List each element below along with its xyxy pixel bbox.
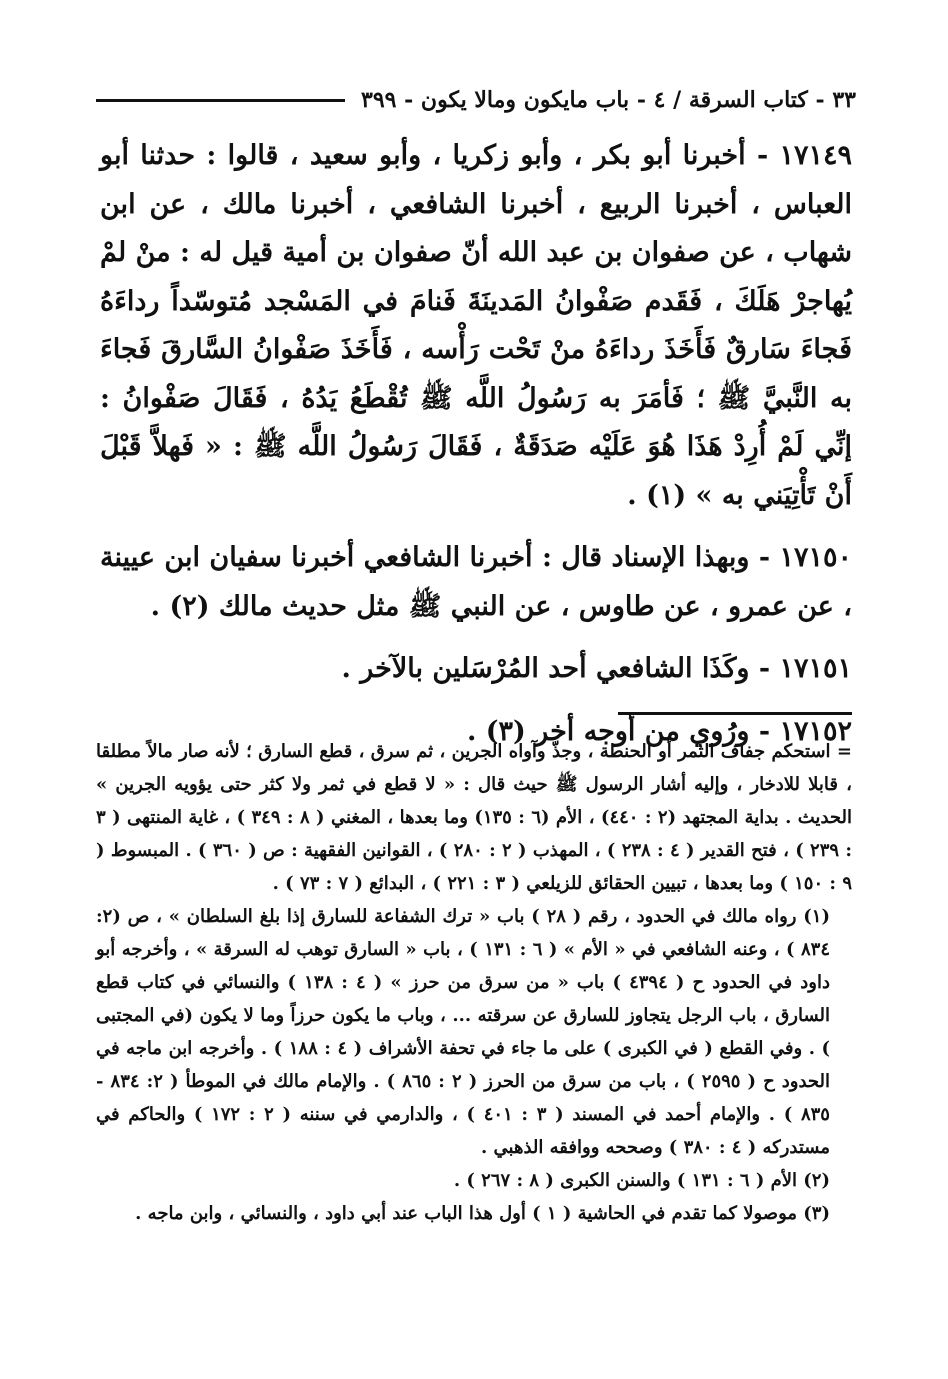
footnote-separator bbox=[618, 712, 852, 715]
footnote-1: (١) رواه مالك في الحدود ، رقم ( ٢٨ ) باب « ترك الشفاعة للسارق إذا بلغ السلطان » ، ص (٢: ٨٣٤ ) ، وعنه الشافعي في « الأم » ( ٦ : ١٣١ ) ، باب « السارق توهب له السرقة » ، وأخرجه أبو داود في الحدود ح ( ٤٣٩٤ ) باب « من سرق من حرز » ( ٤ : ١٣٨ ) والنسائي في كتاب قطع السارق ، باب الرجل يتجاوز للسارق عن سرقته ... ، وباب ما يكون حرزاً وما لا يكون (في المجتبى ) . وفي القطع ( في الكبرى ) على ما جاء في تحفة الأشراف ( ٤ : ١٨٨ ) . وأخرجه ابن ماجه في الحدود ح ( ٢٥٩٥ ) ، باب من سرق من الحرز ( ٢ : ٨٦٥ ) . والإمام مالك في الموطأ ( ٢: ٨٣٤ - ٨٣٥ ) . والإمام أحمد في المسند ( ٣ : ٤٠١ ) ، والدارمي في سننه ( ٢ : ١٧٢ ) والحاكم في مستدركه ( ٤ : ٣٨٠ ) وصححه ووافقه الذهبي . bbox=[96, 906, 831, 1158]
main-text bbox=[100, 132, 852, 756]
footnote-continuation: = استحكم جفاف الثمر أو الحنطة ، وجذّ وآواه الجرين ، ثم سرق ، قطع السارق ؛ لأنه صار مالاً مطلقا ، قابلا للادخار ، وإليه أشار الرسول ﷺ حيث قال : « لا قطع في ثمر ولا كثر حتى يؤويه الجرين » الحديث . بداية المجتهد (٢ : ٤٤٠) ، الأم (٦ : ١٣٥) وما بعدها ، المغني ( ٨ : ٣٤٩ ) ، غاية المنتهى ( ٣ : ٢٣٩ ) ، فتح القدير ( ٤ : ٢٣٨ ) ، المهذب ( ٢ : ٢٨٠ ) ، القوانين الفقهية : ص ( ٣٦٠ ) . المبسوط ( ٩ : ١٥٠ ) وما بعدها ، تبيين الحقائق للزيلعي ( ٣ : ٢٢١ ) ، البدائع ( ٧ : ٧٣ ) . bbox=[96, 741, 853, 894]
running-title: ٣٣ - كتاب السرقة / ٤ - باب مايكون ومالا يكون - ٣٩٩ bbox=[361, 87, 856, 113]
footnotes bbox=[96, 735, 852, 1230]
hadith-17150: ١٧١٥٠ - وبهذا الإسناد قال : أخبرنا الشافعي أخبرنا سفيان ابن عيينة ، عن عمرو ، عن طاوس ، عن النبي ﷺ مثل حديث مالك (٢) . bbox=[100, 542, 852, 622]
header-rule bbox=[96, 99, 345, 102]
footnote-3: (٣) موصولا كما تقدم في الحاشية ( ١ ) أول هذا الباب عند أبي داود ، والنسائي ، وابن ماجه . bbox=[135, 1203, 830, 1224]
footnote-2: (٢) الأم ( ٦ : ١٣١ ) والسنن الكبرى ( ٨ : ٢٦٧ ) . bbox=[453, 1170, 830, 1191]
hadith-17149: ١٧١٤٩ - أخبرنا أبو بكر ، وأبو زكريا ، وأبو سعيد ، قالوا : حدثنا أبو العباس ، أخبرنا الربيع ، أخبرنا الشافعي ، أخبرنا مالك ، عن ابن شهاب ، عن صفوان بن عبد الله أنّ صفوان بن أمية قيل له : منْ لمْ يُهاجرْ هَلَكَ ، فَقَدم صَفْوانُ المَدينَةَ فَنامَ في المَسْجد مُتوسّداً رداءَهُ فَجاءَ سَارقٌ فَأَخَذَ رداءَهُ منْ تَحْت رَأْسه ، فَأَخَذَ صَفْوانُ السَّارقَ فَجاءَ به النَّبيَّ ﷺ ؛ فَأمَرَ به رَسُولُ اللَّه ﷺ تُقْطَعُ يَدُهُ ، فَقَالَ صَفْوانُ : إنِّي لَمْ أُرِدْ هَذَا هُوَ عَلَيْه صَدَقَةٌ ، فَقَالَ رَسُولُ اللَّه ﷺ : « فَهلاَّ قَبْلَ أَنْ تَأْتِيَني به » (١) . bbox=[100, 140, 852, 511]
running-header bbox=[96, 80, 856, 120]
hadith-17151: ١٧١٥١ - وكَذَا الشافعي أحد المُرْسَلين بالآخر . bbox=[341, 653, 852, 684]
hadith-17152: ١٧١٥٢ - ورُوي من أوجه أخر (٣) . bbox=[466, 715, 852, 747]
